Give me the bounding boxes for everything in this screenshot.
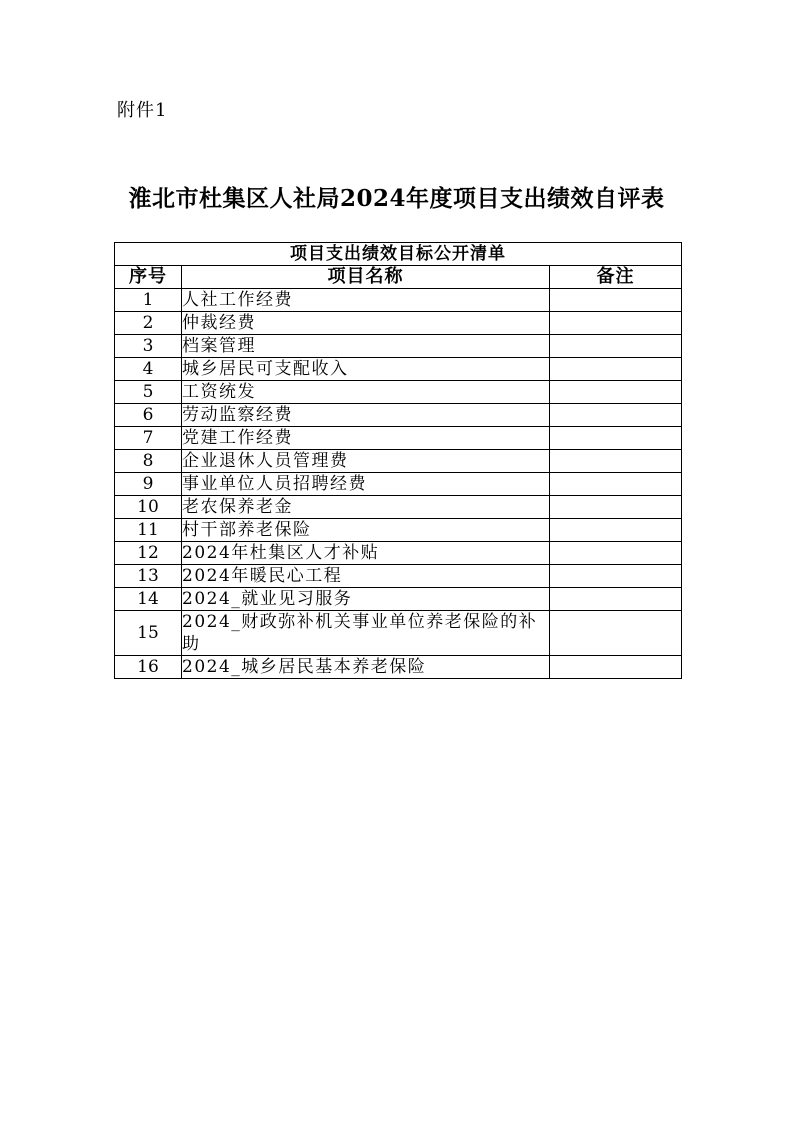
header-name: 项目名称 xyxy=(182,266,550,289)
row-note-cell xyxy=(550,312,682,335)
row-name-cell: 劳动监察经费 xyxy=(182,404,550,427)
row-seq-cell: 14 xyxy=(115,588,182,611)
row-note-cell xyxy=(550,473,682,496)
row-name-cell: 村干部养老保险 xyxy=(182,519,550,542)
row-note-cell xyxy=(550,404,682,427)
table-row xyxy=(115,473,682,496)
table-row xyxy=(115,542,682,565)
row-seq-cell: 12 xyxy=(115,542,182,565)
row-name-cell: 人社工作经费 xyxy=(182,289,550,312)
document-title: 淮北市杜集区人社局2024年度项目支出绩效自评表 xyxy=(128,185,665,212)
row-name-cell: 2024_城乡居民基本养老保险 xyxy=(182,656,550,679)
row-note-cell xyxy=(550,450,682,473)
row-seq-cell: 2 xyxy=(115,312,182,335)
row-seq-cell: 9 xyxy=(115,473,182,496)
table-row xyxy=(115,450,682,473)
row-seq-cell: 1 xyxy=(115,289,182,312)
row-note-cell xyxy=(550,565,682,588)
row-seq-cell: 10 xyxy=(115,496,182,519)
table-row xyxy=(115,358,682,381)
row-seq-cell: 8 xyxy=(115,450,182,473)
table-row xyxy=(115,404,682,427)
table-row xyxy=(115,427,682,450)
table-row xyxy=(115,611,682,656)
project-list-table xyxy=(114,242,682,679)
row-note-cell xyxy=(550,611,682,656)
table-row xyxy=(115,588,682,611)
table-body xyxy=(115,289,682,679)
row-name-cell: 企业退休人员管理费 xyxy=(182,450,550,473)
table-row xyxy=(115,519,682,542)
row-name-cell: 老农保养老金 xyxy=(182,496,550,519)
row-seq-cell: 11 xyxy=(115,519,182,542)
table-row xyxy=(115,312,682,335)
row-name-cell: 2024年暖民心工程 xyxy=(182,565,550,588)
table-row xyxy=(115,565,682,588)
row-seq-cell: 7 xyxy=(115,427,182,450)
row-seq-cell: 15 xyxy=(115,611,182,656)
row-seq-cell: 4 xyxy=(115,358,182,381)
row-note-cell xyxy=(550,427,682,450)
row-note-cell xyxy=(550,335,682,358)
header-seq: 序号 xyxy=(115,266,182,289)
row-seq-cell: 6 xyxy=(115,404,182,427)
row-note-cell xyxy=(550,542,682,565)
row-note-cell xyxy=(550,289,682,312)
row-seq-cell: 13 xyxy=(115,565,182,588)
row-name-cell: 城乡居民可支配收入 xyxy=(182,358,550,381)
row-note-cell xyxy=(550,588,682,611)
row-name-cell: 2024_就业见习服务 xyxy=(182,588,550,611)
row-name-cell: 党建工作经费 xyxy=(182,427,550,450)
table-caption: 项目支出绩效目标公开清单 xyxy=(115,243,682,266)
row-name-cell: 事业单位人员招聘经费 xyxy=(182,473,550,496)
row-seq-cell: 5 xyxy=(115,381,182,404)
table-row xyxy=(115,656,682,679)
row-name-cell: 档案管理 xyxy=(182,335,550,358)
row-note-cell xyxy=(550,519,682,542)
row-seq-cell: 16 xyxy=(115,656,182,679)
row-seq-cell: 3 xyxy=(115,335,182,358)
table-row xyxy=(115,381,682,404)
row-name-cell: 2024年杜集区人才补贴 xyxy=(182,542,550,565)
table-row xyxy=(115,335,682,358)
attachment-label: 附件1 xyxy=(117,100,168,121)
row-note-cell xyxy=(550,656,682,679)
row-name-cell: 工资统发 xyxy=(182,381,550,404)
row-name-cell: 仲裁经费 xyxy=(182,312,550,335)
header-note: 备注 xyxy=(550,266,682,289)
row-note-cell xyxy=(550,496,682,519)
table-row xyxy=(115,496,682,519)
table-caption-row xyxy=(115,243,682,266)
table-header-row xyxy=(115,266,682,289)
row-note-cell xyxy=(550,381,682,404)
row-note-cell xyxy=(550,358,682,381)
table-row xyxy=(115,289,682,312)
row-name-cell: 2024_财政弥补机关事业单位养老保险的补助 xyxy=(182,611,550,656)
